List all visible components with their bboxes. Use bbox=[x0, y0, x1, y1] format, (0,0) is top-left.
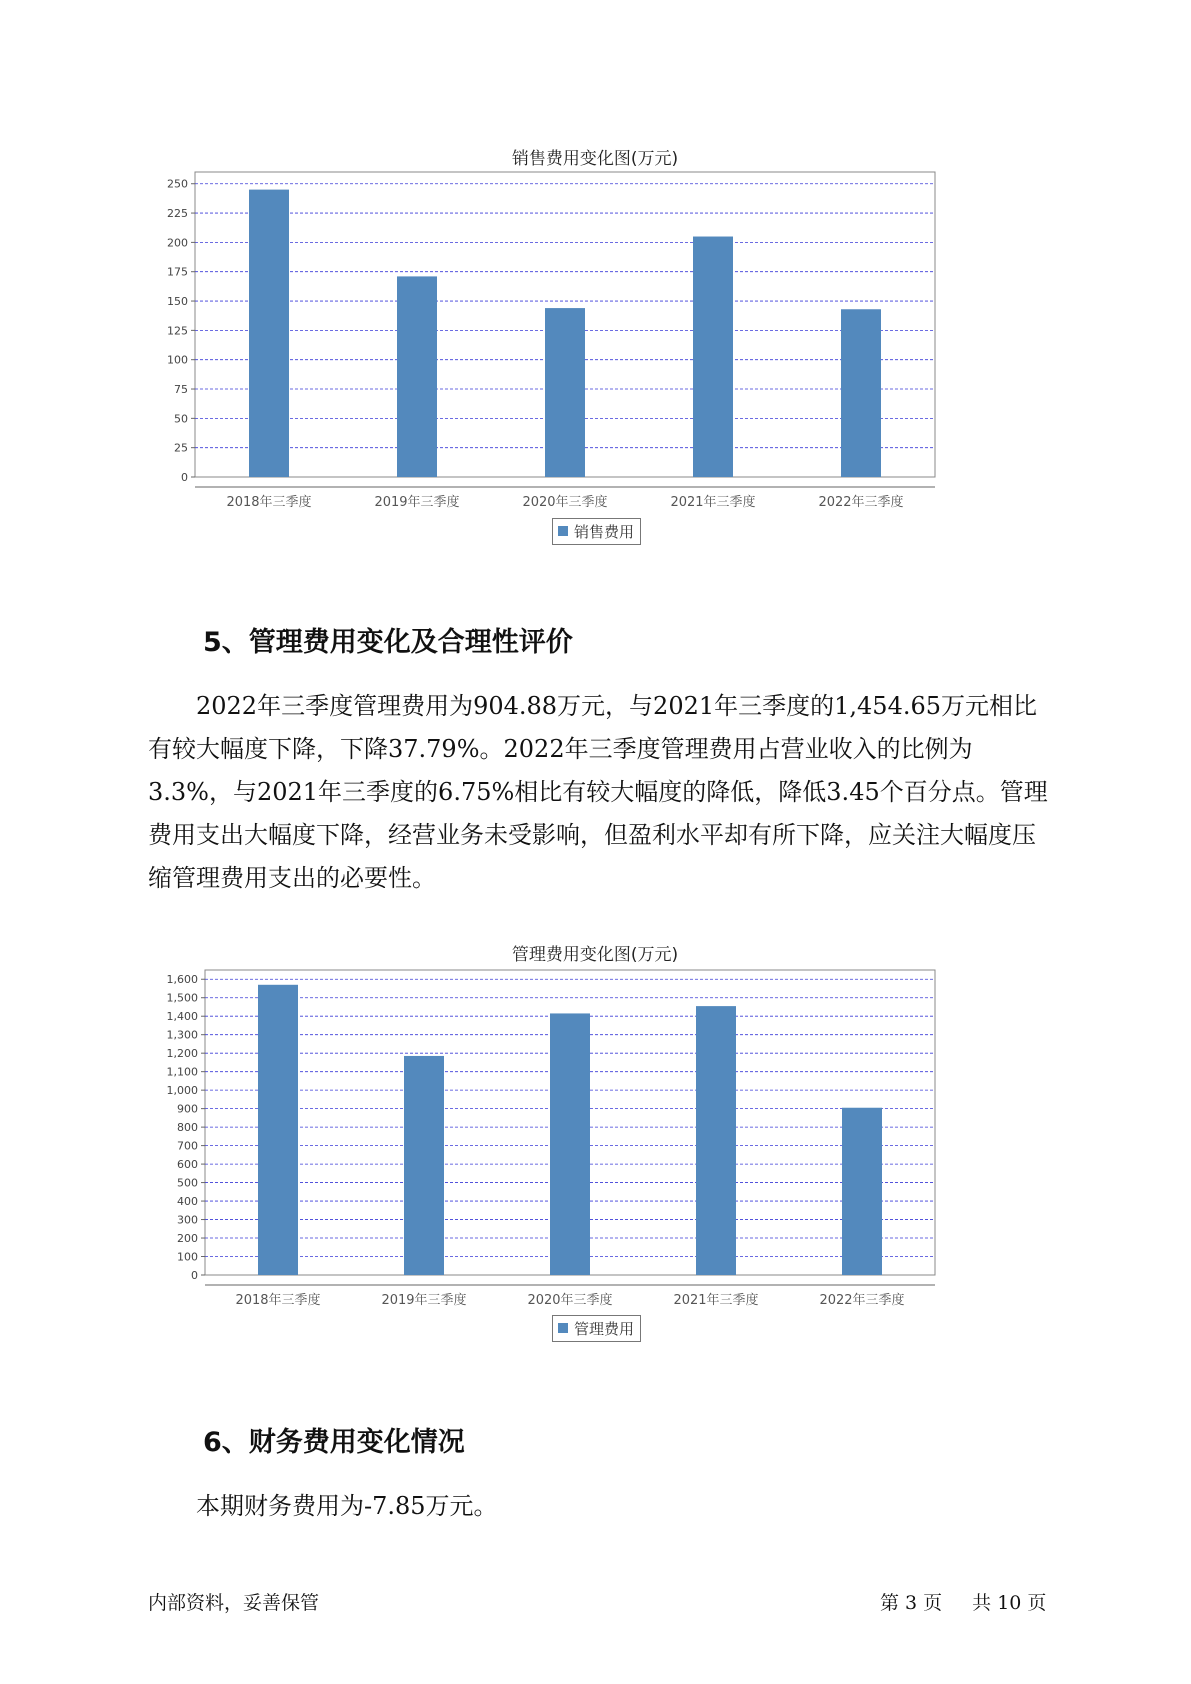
x-tick-label: 2020年三季度 bbox=[522, 495, 608, 510]
bar bbox=[545, 308, 585, 477]
x-tick-label: 2021年三季度 bbox=[673, 1293, 759, 1308]
page-unit: 页 bbox=[923, 1592, 943, 1614]
total-pages: 10 bbox=[997, 1592, 1022, 1614]
page-prefix: 第 bbox=[880, 1592, 900, 1614]
y-tick-label: 700 bbox=[177, 1139, 198, 1153]
y-tick-label: 1,100 bbox=[166, 1065, 198, 1079]
section-6-paragraph: 本期财务费用为-7.85万元。 bbox=[196, 1492, 498, 1520]
y-tick-label: 225 bbox=[167, 207, 188, 221]
bar bbox=[841, 309, 881, 477]
y-tick-label: 1,300 bbox=[166, 1028, 198, 1042]
x-tick-label: 2018年三季度 bbox=[235, 1293, 321, 1308]
section-5-heading: 5、管理费用变化及合理性评价 bbox=[203, 627, 573, 658]
section-6-heading: 6、财务费用变化情况 bbox=[203, 1427, 465, 1458]
total-prefix: 共 bbox=[972, 1592, 992, 1614]
y-tick-label: 150 bbox=[167, 295, 188, 309]
admin-expense-chart bbox=[150, 968, 1040, 1338]
bar bbox=[404, 1056, 444, 1275]
section-5-paragraph: 2022年三季度管理费用为904.88万元，与2021年三季度的1,454.65万元相比有较大幅度下降，下降37.79%。2022年三季度管理费用占营业收入的比例为3.3%，与2021年三季度的6.75%相比有较大幅度的降低，降低3.45个百分点。管理费用支出大幅度下降，经营业务未受影响，但盈利水平却有所下降，应关注大幅度压缩管理费用支出的必要性。 bbox=[148, 692, 1048, 892]
y-tick-label: 1,500 bbox=[166, 991, 198, 1005]
footer-page-number bbox=[880, 1588, 1052, 1615]
bar bbox=[397, 276, 437, 477]
y-tick-label: 75 bbox=[174, 383, 188, 397]
y-tick-label: 1,400 bbox=[166, 1010, 198, 1024]
x-tick-label: 2019年三季度 bbox=[374, 495, 460, 510]
admin-chart-block bbox=[150, 940, 1040, 1350]
y-tick-label: 0 bbox=[181, 471, 188, 484]
y-tick-label: 900 bbox=[177, 1102, 198, 1116]
sales-chart-title: 销售费用变化图(万元) bbox=[511, 149, 679, 169]
y-tick-label: 1,000 bbox=[166, 1084, 198, 1098]
bar bbox=[550, 1013, 590, 1275]
y-tick-label: 400 bbox=[177, 1195, 198, 1209]
y-tick-label: 100 bbox=[167, 353, 188, 367]
admin-chart-title: 管理费用变化图(万元) bbox=[511, 945, 679, 965]
page-number: 3 bbox=[905, 1592, 918, 1614]
y-tick-label: 500 bbox=[177, 1176, 198, 1190]
x-tick-label: 2021年三季度 bbox=[670, 495, 756, 510]
x-tick-label: 2022年三季度 bbox=[819, 1293, 905, 1308]
sales-expense-chart bbox=[150, 170, 1040, 540]
y-tick-label: 200 bbox=[177, 1232, 198, 1246]
bar bbox=[258, 985, 298, 1275]
x-tick-label: 2022年三季度 bbox=[818, 495, 904, 510]
total-unit: 页 bbox=[1027, 1592, 1047, 1614]
footer-confidential-note: 内部资料，妥善保管 bbox=[148, 1592, 320, 1614]
y-tick-label: 0 bbox=[191, 1269, 198, 1282]
y-tick-label: 50 bbox=[174, 412, 188, 426]
y-tick-label: 100 bbox=[177, 1250, 198, 1264]
sales-chart-legend bbox=[552, 518, 641, 545]
legend-label: 销售费用 bbox=[574, 523, 635, 541]
bar bbox=[696, 1006, 736, 1275]
y-tick-label: 300 bbox=[177, 1213, 198, 1227]
y-tick-label: 800 bbox=[177, 1121, 198, 1135]
x-tick-label: 2020年三季度 bbox=[527, 1293, 613, 1308]
legend-swatch bbox=[558, 1323, 568, 1333]
y-tick-label: 25 bbox=[174, 441, 188, 455]
y-tick-label: 1,600 bbox=[166, 973, 198, 987]
bar bbox=[842, 1108, 882, 1275]
x-tick-label: 2019年三季度 bbox=[381, 1293, 467, 1308]
sales-chart-block bbox=[150, 140, 1040, 550]
y-tick-label: 125 bbox=[167, 324, 188, 338]
y-tick-label: 250 bbox=[167, 177, 188, 191]
legend-swatch bbox=[558, 526, 568, 536]
legend-label: 管理费用 bbox=[574, 1320, 635, 1338]
bar bbox=[249, 190, 289, 477]
bar bbox=[693, 237, 733, 477]
x-tick-label: 2018年三季度 bbox=[226, 495, 312, 510]
admin-chart-legend bbox=[552, 1315, 641, 1342]
y-tick-label: 600 bbox=[177, 1158, 198, 1172]
y-tick-label: 175 bbox=[167, 265, 188, 279]
y-tick-label: 200 bbox=[167, 236, 188, 250]
y-tick-label: 1,200 bbox=[166, 1047, 198, 1061]
